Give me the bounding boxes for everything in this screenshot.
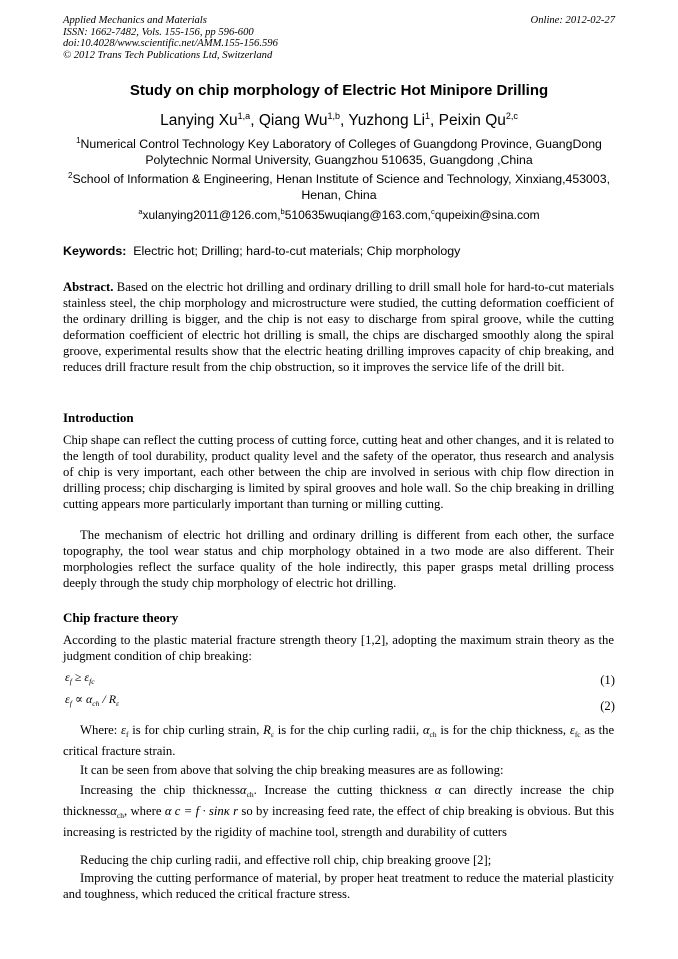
alpha-ch-symbol: α <box>239 783 247 797</box>
eps-fc-symbol: ε <box>569 723 575 737</box>
doi: doi:10.4028/www.scientific.net/AMM.155-156.596 <box>63 38 278 50</box>
email-sup: c <box>431 207 435 216</box>
journal-name: Applied Mechanics and Materials <box>63 15 207 26</box>
equation-1 <box>65 670 615 687</box>
author-name: Yuzhong Li <box>348 112 426 129</box>
alpha-ch-symbol: α <box>110 804 117 818</box>
inc-text: can directly increase the chip <box>448 783 614 797</box>
email-link[interactable]: xulanying2011@126.com, <box>142 208 281 222</box>
eq2-rhs-sub: ε <box>116 699 120 708</box>
reduce-radii-paragraph: Reducing the chip curling radii, and effective roll chip, chip breaking groove [2]; <box>80 853 492 867</box>
author-sup: 1 <box>425 111 431 121</box>
inc-text: so by increasing feed rate, the effect of chip breaking is <box>241 804 525 818</box>
eq2-div: / <box>99 692 109 706</box>
measures-intro: It can be seen from above that solving the chip breaking measures are as following: <box>80 763 504 777</box>
eq1-rhs-sub: fc <box>89 677 95 686</box>
affiliation-2 <box>60 172 618 203</box>
intro-paragraph-2: The mechanism of electric hot drilling and ordinary drilling is different from each other, the surface topography, the tool wear status and chip morphology obtained in a two mode are also different. Their morphologies reflect the surface quality of the hole indirectly, this paper grasps metal drilling process deeply through the study chip morphology of electric hot drilling. <box>63 528 614 590</box>
eps-f-symbol: ε <box>121 723 127 737</box>
where-text: is for the chip thickness, <box>440 723 567 737</box>
inc-text: Increasing the chip thickness <box>80 783 240 797</box>
eq2-lhs: ε <box>65 692 70 706</box>
online-date: Online: 2012-02-27 <box>530 15 615 26</box>
eps-f-sub: f <box>126 730 129 739</box>
author-name: Lanying Xu <box>160 112 238 129</box>
author-emails <box>0 208 678 222</box>
eps-fc-sub: fc <box>574 730 581 739</box>
alpha-ch-symbol: α <box>422 723 430 737</box>
author-sep: , <box>339 112 349 129</box>
eq1-lhs: ε <box>65 670 70 684</box>
eq2-mid: α <box>85 692 93 706</box>
email-link[interactable]: qupeixin@sina.com <box>434 208 540 222</box>
eq1-rhs: ε <box>84 670 90 684</box>
inc-text: thickness <box>63 804 111 818</box>
inc-text: . Increase the cutting thickness <box>253 783 428 797</box>
equation-number: (2) <box>600 699 615 713</box>
affiliation-text: School of Information & Engineering, Henan Institute of Science and Technology, Xinxiang,453003, Henan, China <box>72 172 610 202</box>
author-sup: 1,a <box>237 111 251 121</box>
where-text: Where: <box>80 723 118 737</box>
section-heading-introduction: Introduction <box>63 410 134 425</box>
eq2-mid-sub: ch <box>92 699 100 708</box>
eq2-op: ∝ <box>71 692 86 706</box>
where-text: is for chip curling strain, <box>132 723 260 737</box>
eq1-lhs-sub: f <box>69 677 72 686</box>
author-list <box>0 112 678 130</box>
where-text: as the critical fracture strain. <box>63 723 615 758</box>
email-sup: a <box>138 207 143 216</box>
author-sup: 1,b <box>327 111 340 121</box>
intro-paragraph-1: Chip shape can reflect the cutting process of cutting force, cutting heat and other changes, and it is related to the length of tool durability, product quality level and the safety of the operator, thus research and analysis of chip is very important, each other between the chip are involved in serious with chip flow direction in drilling process; chip discharging is limited by spiral grooves and hole wall. So the chip breaking in drilling cutting appears more particularly important than turning or milling cutting. <box>63 433 614 511</box>
affiliation-text: Numerical Control Technology Key Laboratory of Colleges of Guangdong Province, GuangDong Polytechnic Normal University, Guangzhou 510635, Guangdong ,China <box>80 137 602 167</box>
inc-text: obvious. But this increasing is restricted by the rigidity of machine tool, strength and durability of cutters <box>63 804 615 839</box>
paper-title: Study on chip morphology of Electric Hot Minipore Drilling <box>129 82 549 99</box>
alpha-c-symbol: α <box>434 783 442 797</box>
affiliation-1 <box>60 137 618 168</box>
affiliation-sup: 1 <box>76 136 81 145</box>
copyright: © 2012 Trans Tech Publications Ltd, Switzerland <box>63 49 273 61</box>
inc-text: , where <box>124 804 162 818</box>
keywords-label: Keywords: <box>63 244 127 258</box>
issn: ISSN: 1662-7482, Vols. 155-156, pp 596-600 <box>63 26 254 38</box>
r-sub: ε <box>270 730 275 739</box>
keywords <box>63 244 460 258</box>
author-sup: 2,c <box>505 111 518 121</box>
r-symbol: R <box>263 723 271 737</box>
abstract <box>63 279 614 375</box>
where-text: is for the chip curling radii, <box>277 723 420 737</box>
author-name: Qiang Wu <box>258 112 328 129</box>
improve-performance-paragraph: Improving the cutting performance of material, by proper heat treatment to reduce the material plasticity and toughness, which reduced the critical fracture stress. <box>63 871 614 901</box>
email-sup: b <box>280 207 285 216</box>
keywords-text: Electric hot; Drilling; hard-to-cut materials; Chip morphology <box>133 244 461 258</box>
increase-thickness-paragraph <box>63 782 614 840</box>
equation-number: (1) <box>600 673 615 687</box>
alpha-ch-sub: ch <box>246 790 254 799</box>
abstract-label: Abstract. <box>63 280 114 294</box>
email-link[interactable]: 510635wuqiang@163.com, <box>284 208 432 222</box>
section-heading-chip-fracture: Chip fracture theory <box>63 610 179 625</box>
feed-formula: α c = f · sinκ r <box>164 804 239 818</box>
eq2-rhs: R <box>108 692 117 706</box>
fracture-paragraph-1: According to the plastic material fracture strength theory [1,2], adopting the maximum strain theory as the judgment condition of chip breaking: <box>63 633 614 663</box>
where-paragraph <box>63 722 614 759</box>
affiliation-sup: 2 <box>67 171 73 180</box>
author-name: Peixin Qu <box>438 112 506 129</box>
eq1-op: ≥ <box>71 670 85 684</box>
author-sep: , <box>250 112 259 129</box>
journal-header <box>63 15 278 61</box>
eq2-lhs-sub: f <box>69 699 72 708</box>
alpha-ch-sub: ch <box>429 730 437 739</box>
author-sep: , <box>430 112 439 129</box>
equation-2 <box>65 692 615 713</box>
abstract-text: Based on the electric hot drilling and ordinary drilling to drill small hole for hard-to-cut materials stainless steel, the chip morphology and microstructure were studied, the cutting deformation coefficient of the ordinary drilling is bigger, and the chip is not easy to discharge from spiral groove, while the cutting deformation coefficient of electric hot drilling is small, the chips are discharged smoothly along the spiral groove, experimental results show that the electric heating drilling improves capacity of chip breaking, and reduces drill fracture result from the chip obstruction, so it improves the service life of the drill bit. <box>63 280 615 374</box>
alpha-ch-sub: ch <box>116 811 124 820</box>
